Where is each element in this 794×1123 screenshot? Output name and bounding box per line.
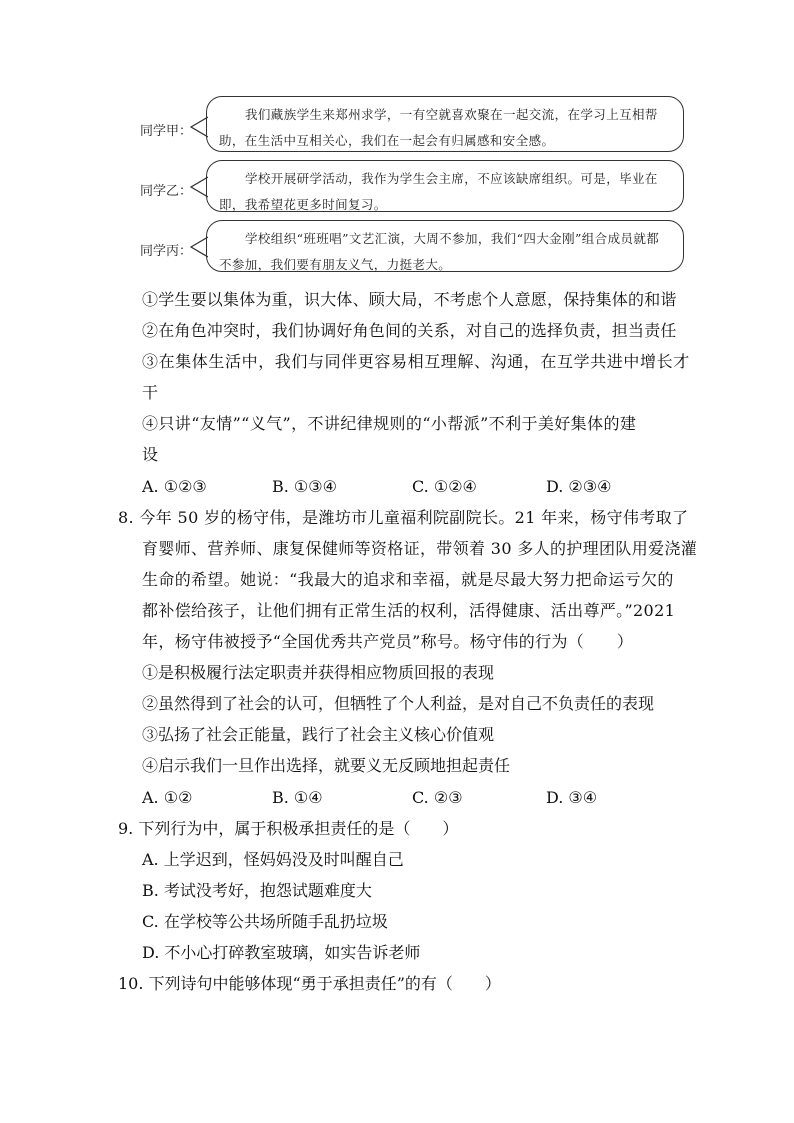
q9-option-a[interactable]: A. 上学迟到，怪妈妈没及时叫醒自己 — [142, 850, 404, 869]
q7-statement-1: ①学生要以集体为重，识大体、顾大局，不考虑个人意愿，保持集体的和谐 — [142, 290, 677, 309]
q8-statement-1: ①是积极履行法定职责并获得相应物质回报的表现 — [142, 663, 495, 682]
q9-stem: 9. 下列行为中，属于积极承担责任的是（ ） — [118, 819, 459, 838]
q9-option-c[interactable]: C. 在学校等公共场所随手乱扔垃圾 — [142, 912, 388, 931]
q8-option-b[interactable]: B. ①④ — [272, 788, 323, 807]
q7-option-c[interactable]: C. ①②④ — [412, 477, 477, 496]
q8-option-c[interactable]: C. ②③ — [412, 788, 463, 807]
q8-stem-line-4: 都补偿给孩子，让他们拥有正常生活的权利，活得健康、活出尊严。”2021 — [142, 601, 676, 620]
q9-option-d[interactable]: D. 不小心打碎教室玻璃，如实告诉老师 — [142, 943, 421, 962]
q8-statement-4: ④启示我们一旦作出选择，就要义无反顾地担起责任 — [142, 756, 511, 775]
q7-statement-4: ④只讲“友情”“义气”，不讲纪律规则的“小帮派”不利于美好集体的建 — [142, 414, 637, 433]
speaker-bing: 同学丙： — [140, 244, 193, 259]
q8-option-d[interactable]: D. ③④ — [546, 788, 598, 807]
speaker-yi: 同学乙： — [140, 184, 193, 199]
q7-option-a[interactable]: A. ①②③ — [142, 477, 207, 496]
speaker-jia: 同学甲： — [140, 124, 193, 139]
speech-bubble-bing: 学校组织“班班唱”文艺汇演，大周不参加，我们“四大金刚”组合成员就都不参加，我们要有朋友义气，力挺老大。 — [206, 220, 684, 272]
q9-option-b[interactable]: B. 考试没考好，抱怨试题难度大 — [142, 881, 372, 900]
speech-bubble-jia: 我们藏族学生来郑州求学，一有空就喜欢聚在一起交流，在学习上互相帮助，在生活中互相关心，我们在一起会有归属感和安全感。 — [206, 96, 684, 152]
q8-stem-line-5: 年，杨守伟被授予“全国优秀共产党员”称号。杨守伟的行为（ ） — [142, 632, 634, 651]
q7-statement-3: ③在集体生活中，我们与同伴更容易相互理解、沟通，在互学共进中增长才 — [142, 352, 690, 371]
q7-statement-3-cont: 干 — [142, 383, 159, 402]
q7-option-d[interactable]: D. ②③④ — [546, 477, 612, 496]
q10-stem: 10. 下列诗句中能够体现“勇于承担责任”的有（ ） — [118, 974, 501, 993]
q7-statement-4-cont: 设 — [142, 445, 159, 464]
q8-stem-line-3: 生命的希望。她说：“我最大的追求和幸福，就是尽最大努力把命运亏欠的 — [142, 570, 674, 589]
q8-statement-3: ③弘扬了社会正能量，践行了社会主义核心价值观 — [142, 725, 495, 744]
q8-stem-line-1: 8. 今年 50 岁的杨守伟，是潍坊市儿童福利院副院长。21 年来，杨守伟考取了 — [118, 508, 689, 527]
q8-stem-line-2: 育婴师、营养师、康复保健师等资格证，带领着 30 多人的护理团队用爱浇灌 — [142, 539, 698, 558]
q7-option-b[interactable]: B. ①③④ — [272, 477, 337, 496]
speech-bubble-yi: 学校开展研学活动，我作为学生会主席，不应该缺席组织。可是，毕业在即，我希望花更多时间复习。 — [206, 160, 684, 212]
q8-option-a[interactable]: A. ①② — [142, 788, 193, 807]
q7-statement-2: ②在角色冲突时，我们协调好角色间的关系，对自己的选择负责，担当责任 — [142, 321, 677, 340]
q8-statement-2: ②虽然得到了社会的认可，但牺牲了个人利益，是对自己不负责任的表现 — [142, 694, 655, 713]
